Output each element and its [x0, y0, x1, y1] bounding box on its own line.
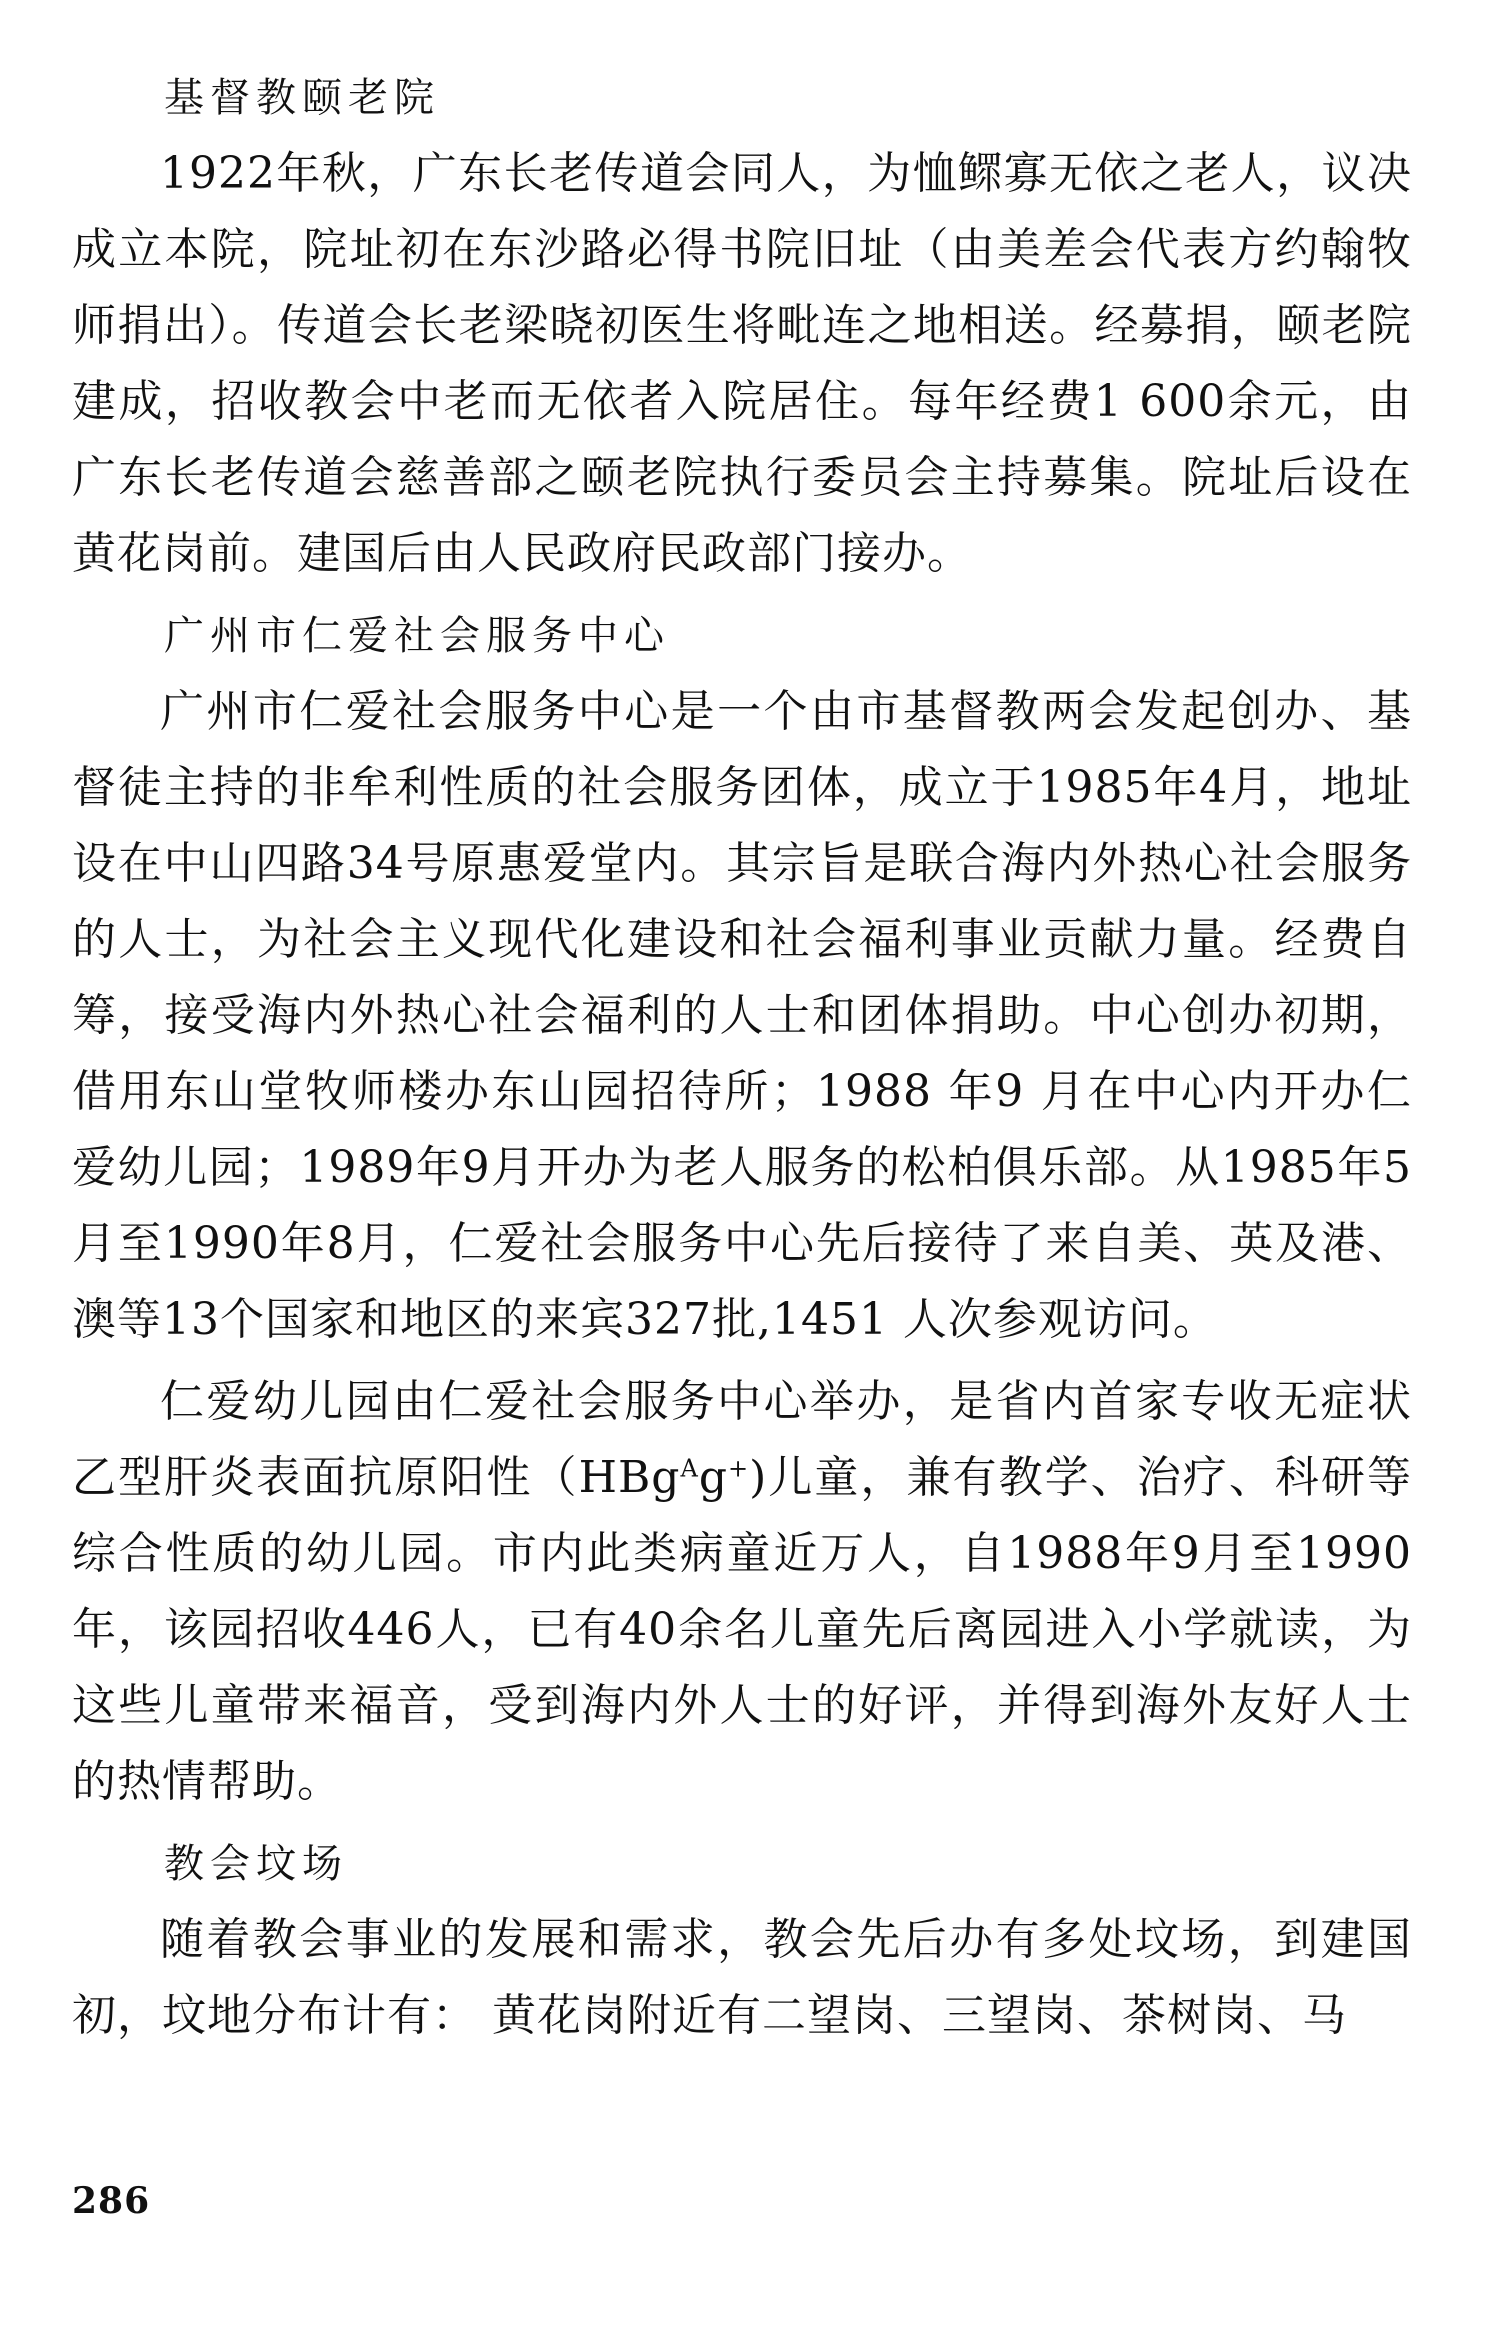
page-number: 286	[72, 2180, 151, 2222]
paragraph-kindergarten	[72, 1364, 1412, 1820]
paragraph-elderly-home: 1922年秋，广东长老传道会同人，为恤鳏寡无依之老人，议决成立本院，院址初在东沙路必得书院旧址（由美差会代表方约翰牧师捐出）。传道会长老梁晓初医生将毗连之地相送。经募捐，颐老院建成，招收教会中老而无依者入院居住。每年经费1 600余元，由广东长老传道会慈善部之颐老院执行委员会主持募集。院址后设在黄花岗前。建国后由人民政府民政部门接办。	[72, 148, 1412, 579]
kindergarten-text-end: )儿童，兼有教学、治疗、科研等综合性质的幼儿园。市内此类病童近万人，自1988年9月至1990年，该园招收446人，已有40余名儿童先后离园进入小学就读，为这些儿童带来福音，受到海内外人士的好评，并得到海外友好人士的热情帮助。	[72, 1452, 1413, 1807]
kindergarten-text-g: g	[698, 1452, 728, 1503]
paragraph-service-center: 广州市仁爱社会服务中心是一个由市基督教两会发起创办、基督徒主持的非牟利性质的社会服务团体，成立于1985年4月，地址设在中山四路34号原惠爱堂内。其宗旨是联合海内外热心社会服务的人士，为社会主义现代化建设和社会福利事业贡献力量。经费自筹，接受海内外热心社会福利的人士和团体捐助。中心创办初期，借用东山堂牧师楼办东山园招待所；1988 年9 月在中心内开办仁爱幼儿园；1989年9月开办为老人服务的松柏俱乐部。从1985年5月至1990年8月，仁爱社会服务中心先后接待了来自美、英及港、澳等13个国家和地区的来宾327批,1451 人次参观访问。	[72, 686, 1412, 1345]
section-heading-service-center: 广州市仁爱社会服务中心	[164, 613, 670, 659]
paragraph-cemetery: 随着教会事业的发展和需求，教会先后办有多处坟场，到建国初，坟地分布计有： 黄花岗附近有二望岗、三望岗、茶树岗、马	[72, 1914, 1412, 2041]
section-heading-elderly-home: 基督教颐老院	[164, 75, 440, 121]
section-heading-cemetery: 教会坟场	[164, 1841, 348, 1887]
kindergarten-text-start: 仁爱幼儿园由仁爱社会服务中心举办，是省内首家专收无症状乙型肝炎表面抗原阳性（HBg	[72, 1376, 1412, 1503]
document-page	[72, 60, 1412, 2054]
superscript-a: A	[680, 1454, 699, 1483]
superscript-plus: +	[727, 1454, 750, 1483]
